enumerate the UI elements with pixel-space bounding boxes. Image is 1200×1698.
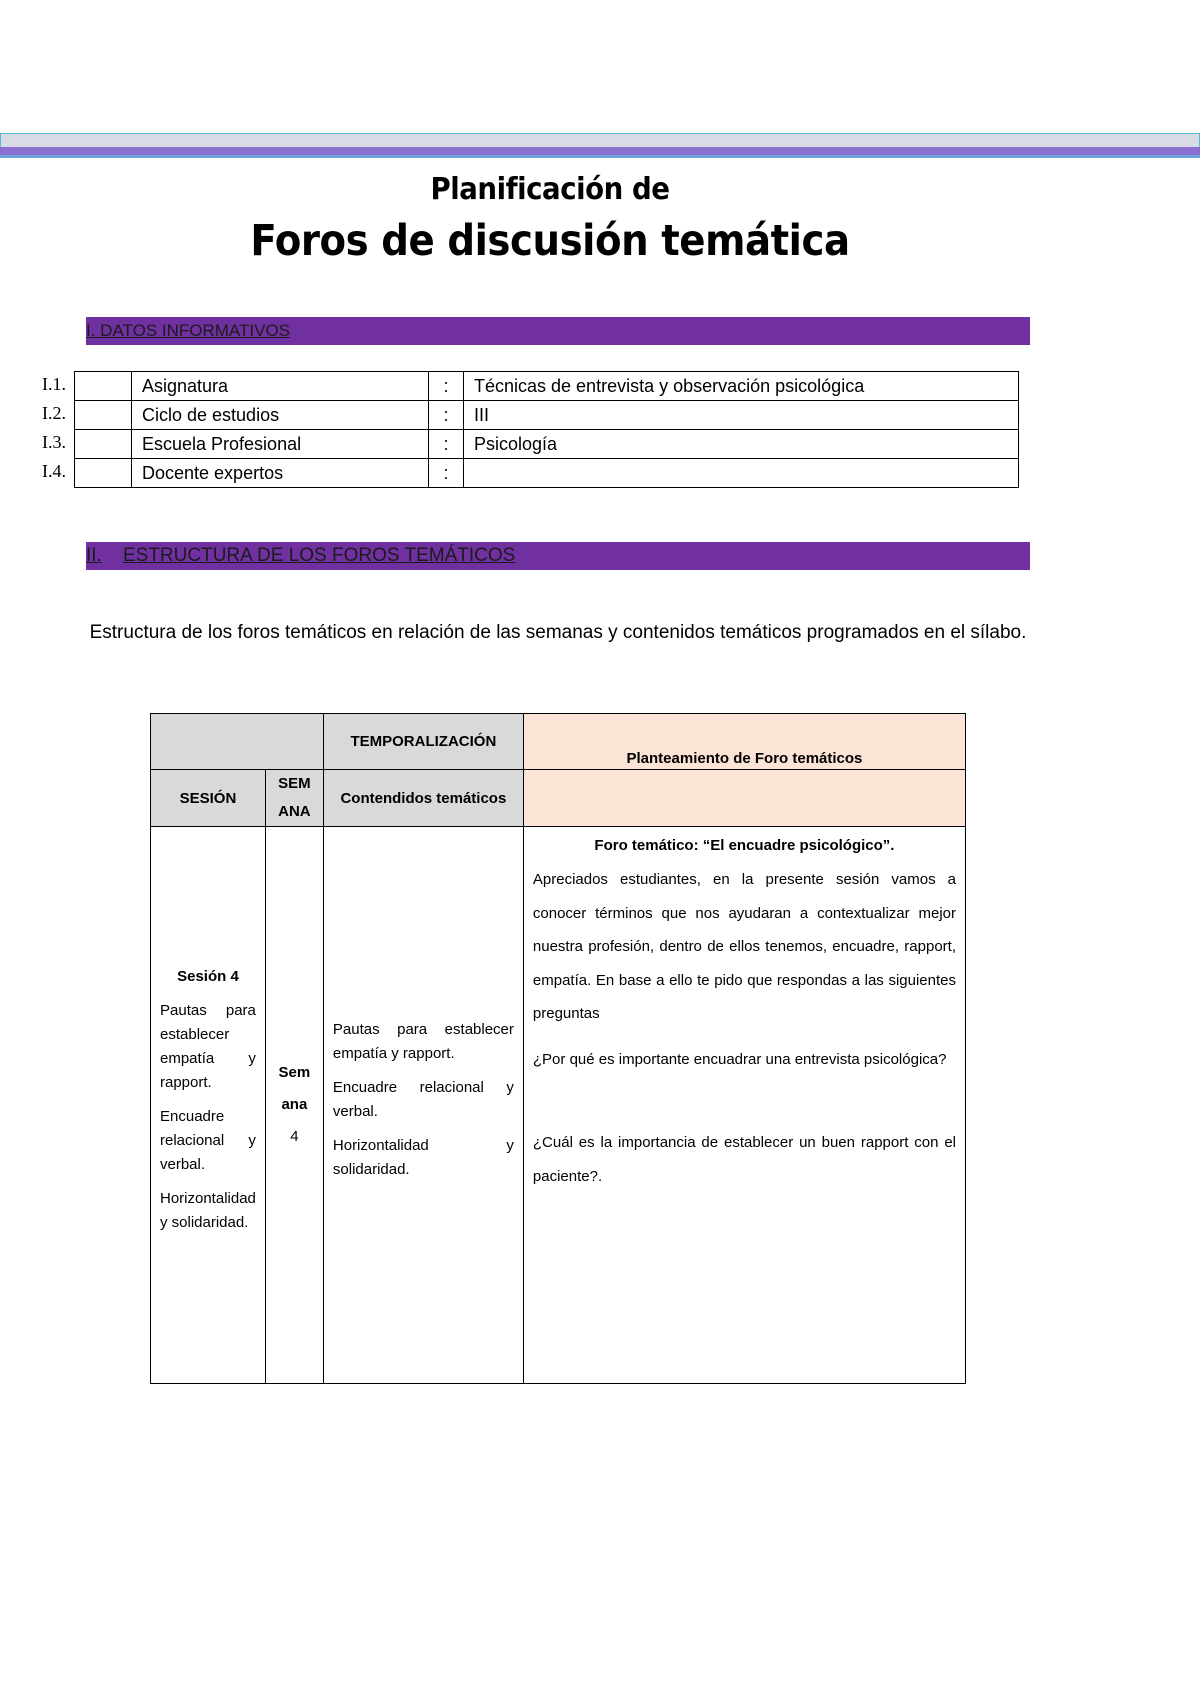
info-separator: : [429, 401, 464, 430]
col-header-planteamiento: Planteamiento de Foro temáticos [523, 714, 965, 770]
section-title: I. DATOS INFORMATIVOS [86, 321, 291, 340]
semana-number: 4 [290, 1128, 299, 1145]
sesion-title: Sesión 4 [177, 968, 239, 985]
info-value [464, 459, 1019, 488]
info-row [75, 430, 1019, 459]
intro-paragraph: Estructura de los foros temáticos en relación de las semanas y contenidos temáticos programados en el sílabo. [89, 622, 1027, 643]
info-separator: : [429, 430, 464, 459]
band-light [0, 133, 1200, 148]
foro-title: Foro temático: “El encuadre psicológico”. [594, 837, 895, 854]
info-separator: : [429, 459, 464, 488]
contenidos-cell [323, 827, 523, 1384]
row-number: I.1. [42, 374, 66, 394]
foro-intro: Apreciados estudiantes, en la presente sesión vamos a conocer términos que nos ayudaran a contextualizar mejor nuestra profesión, dentro de ellos tenemos, encuadre, rapport, empatía. En base a ello te pido que respondas a las siguientes preguntas [532, 871, 956, 1022]
info-value: Psicología [464, 430, 1019, 459]
row-number: I.4. [42, 461, 66, 481]
info-label: Docente expertos [132, 459, 429, 488]
row-number: I.3. [42, 432, 66, 452]
info-label: Escuela Profesional [132, 430, 429, 459]
header-decorative-band [0, 133, 1200, 159]
header-row-2 [151, 770, 966, 827]
col-header-contenidos: Contendidos temáticos [323, 770, 523, 827]
info-label: Ciclo de estudios [132, 401, 429, 430]
page-title: Foros de discusión temática [250, 216, 850, 266]
section-title: ESTRUCTURA DE LOS FOROS TEMÁTICOS [122, 545, 516, 566]
section-estructura [86, 542, 1030, 570]
col-header-temporalizacion: TEMPORALIZACIÓN [323, 714, 523, 770]
info-value: Técnicas de entrevista y observación psicológica [464, 372, 1019, 401]
semana-cell [265, 827, 323, 1384]
col-header-sesion: SESIÓN [151, 770, 266, 827]
section-datos-informativos [86, 317, 1030, 345]
foros-table [150, 713, 966, 1384]
contenido-item: Encuadre relacional y verbal. [332, 1079, 514, 1120]
row-number: I.2. [42, 403, 66, 423]
sesion-item: Encuadre relacional y verbal. [160, 1108, 256, 1173]
header-row-1 [151, 714, 966, 770]
sesion-cell [151, 827, 266, 1384]
planteamiento-cell [523, 827, 965, 1384]
info-value: III [464, 401, 1019, 430]
info-row [75, 459, 1019, 488]
table-row [151, 827, 966, 1384]
info-row [75, 401, 1019, 430]
pregunta-2: ¿Cuál es la importancia de establecer un buen rapport con el paciente?. [532, 1134, 956, 1185]
info-row-numbers [42, 370, 66, 486]
semana-label: Sem ana [278, 1064, 311, 1113]
sesion-item: Horizontalidad y solidaridad. [160, 1190, 256, 1231]
band-blue [0, 155, 1200, 158]
page-subtitle: Planificación de [430, 172, 670, 207]
info-label: Asignatura [132, 372, 429, 401]
contenido-item: Pautas para establecer empatía y rapport. [332, 1021, 514, 1062]
section-number: II. [86, 545, 102, 566]
pregunta-1: ¿Por qué es importante encuadrar una entrevista psicológica? [532, 1050, 947, 1068]
info-table [74, 371, 1019, 488]
sesion-item: Pautas para establecer empatía y rapport. [160, 1002, 256, 1091]
info-row [75, 372, 1019, 401]
contenido-item: Horizontalidad y solidaridad. [332, 1137, 514, 1178]
info-separator: : [429, 372, 464, 401]
col-header-semana: SEM ANA [265, 770, 323, 827]
